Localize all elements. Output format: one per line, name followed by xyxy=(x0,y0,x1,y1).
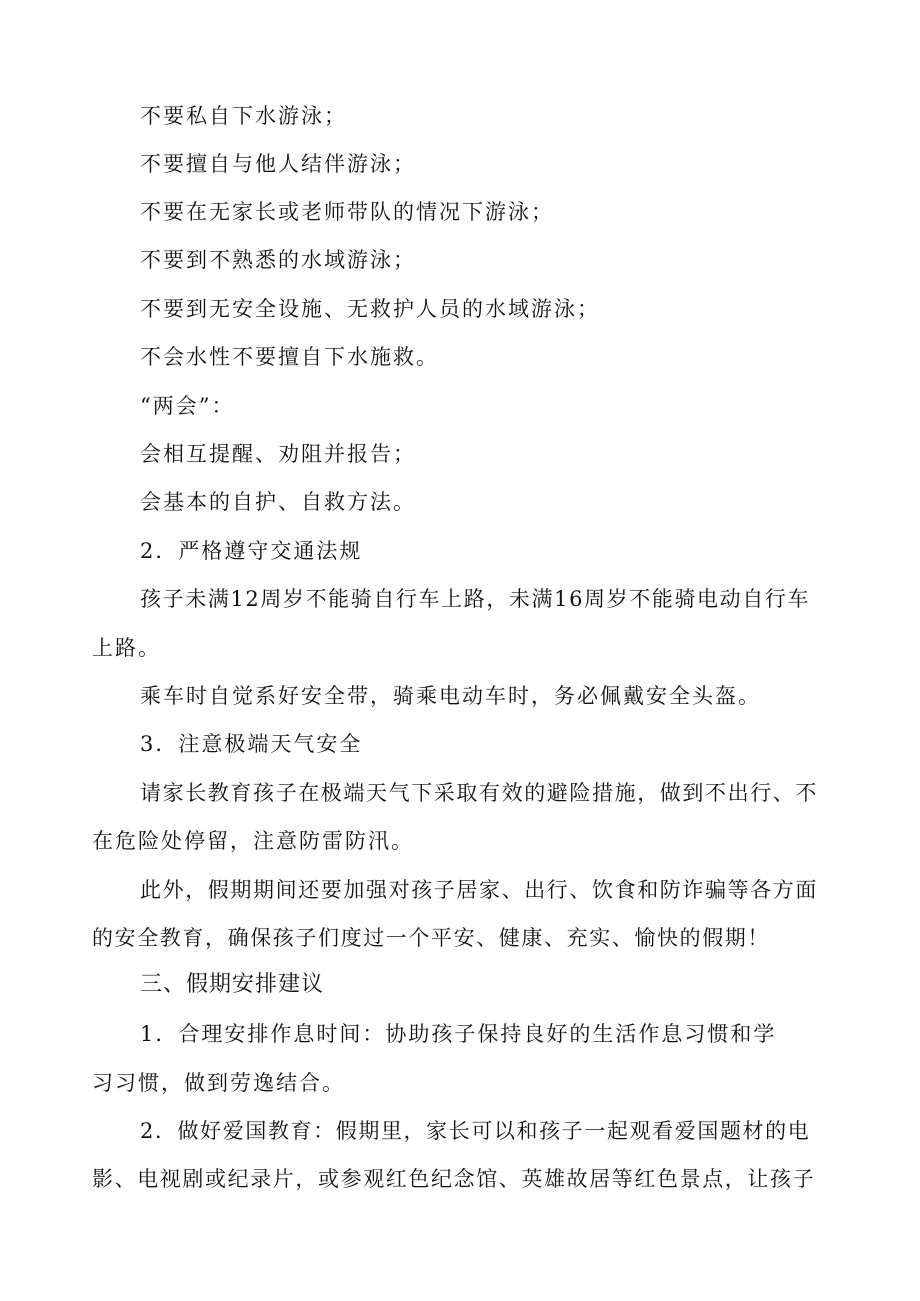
two-can-title: “两会”： xyxy=(140,394,235,418)
suggestion-item-cont: 习习惯，做到劳逸结合。 xyxy=(92,1071,345,1095)
suggestion-item-cont: 影、电视剧或纪录片，或参观红色纪念馆、英雄故居等红色景点，让孩子 xyxy=(92,1167,816,1191)
swimming-rule: 不会水性不要擅自下水施救。 xyxy=(140,345,439,369)
traffic-paragraph: 乘车时自觉系好安全带，骑乘电动车时，务必佩戴安全头盔。 xyxy=(140,684,761,708)
swimming-rule: 不要私自下水游泳； xyxy=(140,104,347,128)
traffic-title: 2．严格遵守交通法规 xyxy=(140,539,363,563)
besides-paragraph-cont: 的安全教育，确保孩子们度过一个平安、健康、充实、愉快的假期！ xyxy=(92,926,770,950)
swimming-rule: 不要到不熟悉的水域游泳； xyxy=(140,248,416,272)
swimming-rule: 不要擅自与他人结伴游泳； xyxy=(140,152,416,176)
besides-paragraph: 此外，假期期间还要加强对孩子居家、出行、饮食和防诈骗等各方面 xyxy=(140,878,818,902)
weather-paragraph-cont: 在危险处停留，注意防雷防汛。 xyxy=(92,829,414,853)
swimming-rule: 不要在无家长或老师带队的情况下游泳； xyxy=(140,200,554,224)
two-can-item: 会相互提醒、劝阻并报告； xyxy=(140,442,416,466)
section-heading: 三、假期安排建议 xyxy=(140,972,325,997)
traffic-paragraph-cont: 上路。 xyxy=(92,636,161,660)
suggestion-item: 1．合理安排作息时间：协助孩子保持良好的生活作息习惯和学 xyxy=(140,1022,777,1046)
traffic-paragraph: 孩子未满12周岁不能骑自行车上路，未满16周岁不能骑电动自行车 xyxy=(140,587,811,611)
suggestion-item: 2．做好爱国教育：假期里，家长可以和孩子一起观看爱国题材的电 xyxy=(140,1119,811,1143)
weather-title: 3．注意极端天气安全 xyxy=(140,732,363,756)
weather-paragraph: 请家长教育孩子在极端天气下采取有效的避险措施，做到不出行、不 xyxy=(140,781,818,805)
two-can-item: 会基本的自护、自救方法。 xyxy=(140,490,416,514)
swimming-rule: 不要到无安全设施、无救护人员的水域游泳； xyxy=(140,297,600,321)
